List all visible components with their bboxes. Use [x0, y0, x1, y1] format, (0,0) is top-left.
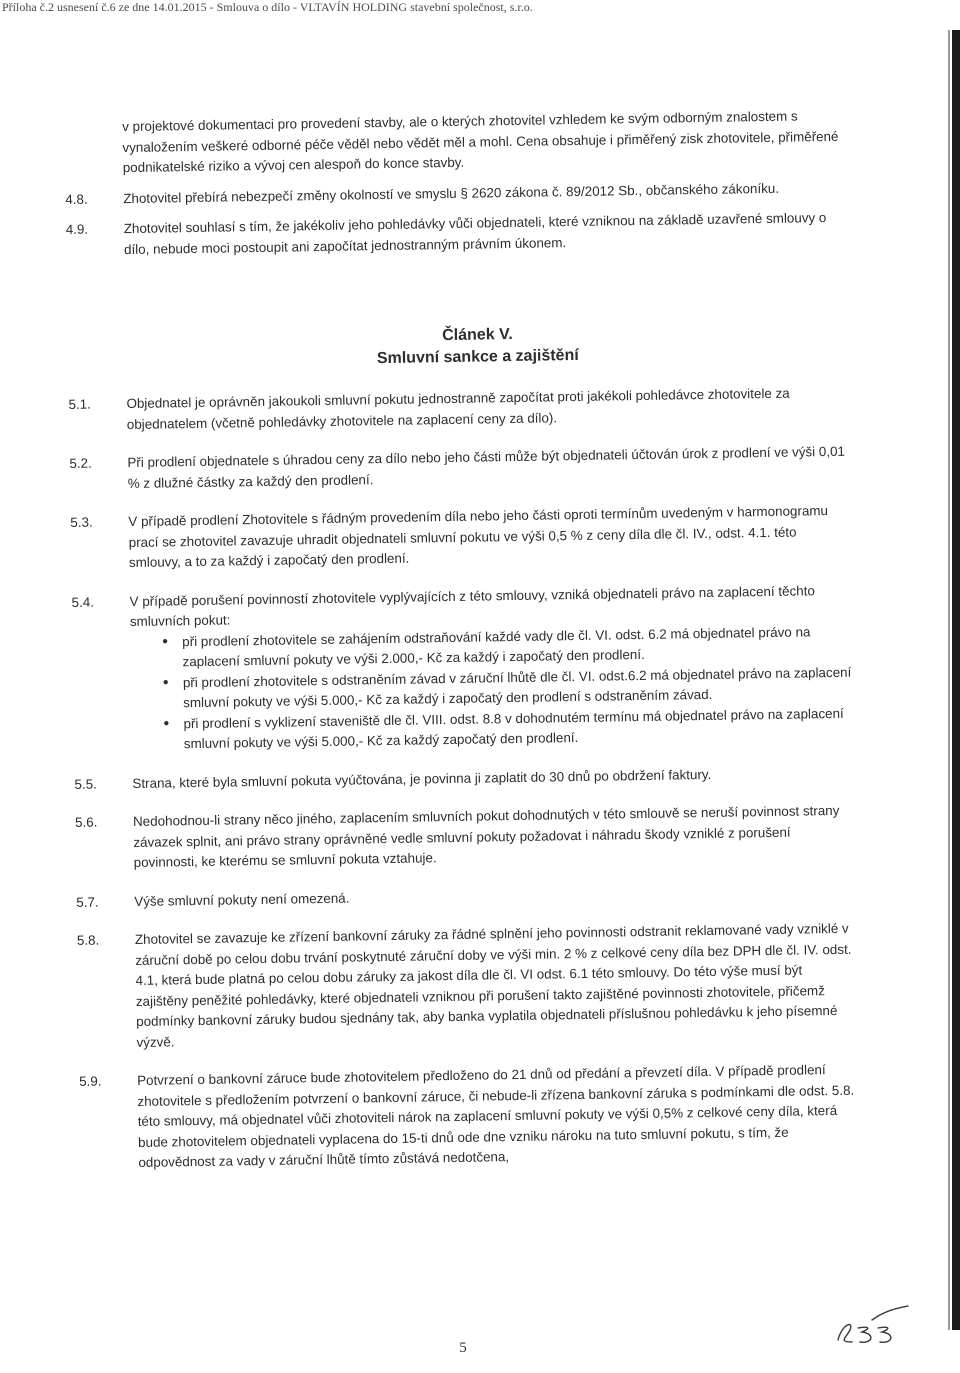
section-number: 5.6. — [74, 814, 98, 830]
section-number: 4.8. — [65, 191, 88, 207]
section-number: 5.3. — [70, 514, 93, 530]
section-5-9 — [79, 1060, 861, 1175]
section-number: 5.1. — [68, 396, 91, 412]
section-5-8 — [77, 919, 859, 1054]
intro-paragraph — [64, 106, 845, 180]
list-item: • při prodlení zhotovitele se zahájením odstraňování každé vady dle čl. VI. odst. 6.2 má objednatel právo na zaplacení smluvní pokuty ve výši 2.000,- Kč za každý i započatý den prodlení. — [162, 621, 853, 673]
section-text: V případě porušení povinností zhotovitele vyplývajících z této smlouvy, vzniká objednateli právo na zaplacení těchto smluvních pokut: — [129, 582, 815, 630]
section-text: Strana, které byla smluvní pokuta vyúčtována, je povinna ji zaplatit do 30 dnů po obdržení faktury. — [132, 766, 712, 791]
penalty-list — [130, 621, 854, 755]
section-text: Zhotovitel souhlasí s tím, že jakékoliv jeho pohledávky vůči objednateli, které vzniknou na základě uzavřené smlouvy o dílo, nebude moci postoupit ani započítat jednostranným právním úkonem. — [123, 210, 827, 257]
section-5-4 — [71, 580, 853, 756]
section-5-6 — [75, 801, 856, 875]
section-text: Zhotovitel přebírá nebezpečí změny okolností ve smyslu § 2620 zákona č. 89/2012 Sb., občanského zákoníku. — [123, 180, 780, 206]
scan-edge-shadow — [952, 30, 960, 1330]
section-text: V případě prodlení Zhotovitele s řádným provedením díla nebo jeho části oproti termínům uvedeným v harmonogramu prací se zhotovitel zavazuje uhradit objednateli smluvní pokutu ve výši 0,5 % z ceny díla dle čl. IV., odst. 4.1. této smlouvy, a to za každý i započatý den prodlení. — [128, 503, 829, 571]
section-number: 5.7. — [76, 894, 99, 910]
section-number: 5.2. — [69, 455, 92, 471]
section-number: 5.9. — [79, 1073, 102, 1089]
handwritten-page-stamp — [832, 1300, 912, 1348]
section-text: Při prodlení objednatele s úhradou ceny za dílo nebo jeho části může být objednateli účtován úrok z prodlení ve výši 0,01 % z dlužné částky za každý den prodlení. — [127, 443, 846, 491]
article-title: Článek V. — [442, 325, 513, 345]
article-heading — [67, 319, 848, 375]
document-body — [64, 106, 860, 1175]
scan-edge-line — [948, 30, 950, 1330]
section-number: 5.5. — [74, 776, 97, 792]
list-item: • při prodlení s vyklizení staveniště dle čl. VIII. odst. 8.8 v dohodnutém termínu má objednatel právo na zaplacení smluvní pokuty ve výši 5.000,- Kč za každý započatý den prodlení. — [163, 703, 854, 755]
section-text: Objednatel je oprávněn jakoukoli smluvní pokutu jednostranně započítat proti jakékoli pohledávce zhotovitele za objednatelem (včetně pohledávky zhotovitele na zaplacení ceny za dílo). — [126, 385, 790, 432]
section-number: 5.8. — [76, 932, 100, 948]
intro-text: v projektové dokumentaci pro provedení stavby, ale o kterých zhotovitel vzhledem ke svým odborným znalostem s vynaložením veškeré odborné péče věděl nebo vědět měl a mohl. Cena obsahuje i přiměřený zisk zhotovitele, přiměřené podnikatelské riziko a vývoj cen alespoň do konce stavby. — [122, 108, 839, 176]
list-item: • při prodlení zhotovitele s odstraněním závad v záruční lhůtě dle čl. VI. odst.6.2 má objednatel právo na zaplacení smluvní pokuty ve výši 5.000,- Kč za každý i započatý den prodlení s odstraněním závad. — [163, 662, 854, 714]
section-text: Nedohodnou-li strany něco jiného, zaplacením smluvních pokut dohodnutých v této smlouvě se neruší povinnost strany závazek splnit, ani právo strany oprávněné vedle smluvní pokuty požadovat i náhradu škody vzniklé z porušení povinnosti, ke kterému se smluvní pokuta vztahuje. — [132, 802, 840, 870]
section-number: 5.4. — [71, 594, 95, 610]
section-number: 4.9. — [65, 221, 89, 237]
page-header: Příloha č.2 usnesení č.6 ze dne 14.01.2015 - Smlouva o dílo - VLTAVÍN HOLDING stavební společnost, s.r.o. — [2, 0, 533, 14]
page-number: 5 — [459, 1340, 467, 1356]
section-text: Potvrzení o bankovní záruce bude zhotovitelem předloženo do 21 dnů od předání a převzetí díla. V případě prodlení zhotovitele s předložením potvrzení o bankovní záruce, či nebude-li zřízena bankovní záruka s podmínkami dle odst. 5.8. této smlouvy, má objednatel vůči zhotoviteli nárok na zaplacení smluvní pokuty ve výši 0,5% z celkové ceny díla, která bude zhotovitelem objednateli vyplacena do 15-ti dnů ode dne vzniku nároku na tuto smluvní pokutu, s tím, že odpovědnost za vady v záruční lhůtě tímto zůstává nedotčena, — [137, 1062, 855, 1170]
section-text: Výše smluvní pokuty není omezená. — [134, 890, 350, 909]
section-text: Zhotovitel se zavazuje ke zřízení bankovní záruky za řádné splnění jeho povinnosti odstranit reklamované vady vzniklé v záruční době po celou dobu trvání poskytnuté záruční doby ve výši min. 2 % z celkové ceny díla bez DPH dle čl. IV. odst. 4.1, která bude platná po celou dobu záruky za jakost díla dle čl. VI odst. 6.1 této smlouvy. Do této výše musí být zajištěny peněžité pohledávky, které objednateli vzniknou při porušení takto zajištěné povinnosti zhotovitele, přičemž podmínky bankovní záruky budou sjednány tak, aby banka vyplatila objednateli příslušnou pohledávku k jeho písemné výzvě. — [134, 920, 852, 1050]
article-subtitle: Smluvní sankce a zajištění — [376, 346, 579, 368]
section-5-3 — [70, 501, 851, 575]
